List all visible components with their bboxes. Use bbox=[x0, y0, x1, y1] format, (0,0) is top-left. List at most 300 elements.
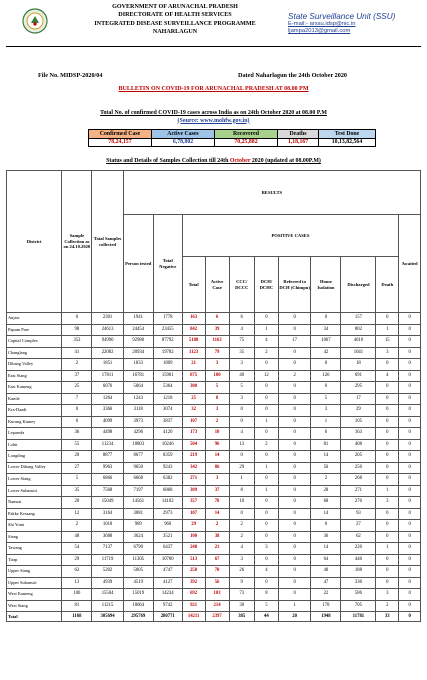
cell-negative: 4120 bbox=[153, 428, 182, 440]
cell-sample: 81 bbox=[62, 600, 92, 612]
cell-tested: 295769 bbox=[123, 612, 153, 622]
cell-sample: 12 bbox=[62, 508, 92, 520]
cell-negative: 6382 bbox=[153, 474, 182, 486]
cell-active: 37 bbox=[205, 485, 229, 497]
table-row bbox=[7, 313, 421, 325]
table-row bbox=[7, 347, 421, 359]
table-row bbox=[7, 382, 421, 394]
cell-active: 56 bbox=[205, 577, 229, 589]
cell-discharged: 446 bbox=[341, 554, 376, 566]
cell-ccc: 13 bbox=[229, 439, 254, 451]
cell-sample: 41 bbox=[62, 347, 92, 359]
cell-tested: 14561 bbox=[123, 497, 153, 509]
cell-awaited: 0 bbox=[399, 577, 421, 589]
cell-district: Upper Subansiri bbox=[7, 577, 62, 589]
cell-discharged: 62 bbox=[341, 531, 376, 543]
cell-total-samples: 3688 bbox=[92, 531, 123, 543]
cell-sample: 0 bbox=[62, 405, 92, 417]
header-total-negative: Total Negative bbox=[153, 215, 182, 313]
cell-death: 0 bbox=[376, 462, 399, 474]
cell-total-samples: 17811 bbox=[92, 370, 123, 382]
cell-ref: 0 bbox=[278, 324, 310, 336]
cell-dch: 0 bbox=[254, 508, 278, 520]
cell-ref: 0 bbox=[278, 508, 310, 520]
cell-death: 15 bbox=[376, 336, 399, 348]
cell-dch: 2 bbox=[254, 439, 278, 451]
cell-dch: 3 bbox=[254, 543, 278, 555]
cell-death: 0 bbox=[376, 439, 399, 451]
cell-home: 0 bbox=[311, 313, 341, 325]
cell-total-samples: 4939 bbox=[92, 577, 123, 589]
table-row bbox=[7, 451, 421, 463]
cell-active: 3 bbox=[205, 359, 229, 371]
status-heading bbox=[0, 158, 427, 164]
cell-home: 68 bbox=[311, 497, 341, 509]
cell-negative: 87792 bbox=[153, 336, 182, 348]
cell-negative: 9742 bbox=[153, 600, 182, 612]
cell-district: Namsai bbox=[7, 497, 62, 509]
cell-sample: 54 bbox=[62, 543, 92, 555]
header-awaited: Awaited bbox=[399, 215, 421, 313]
emblem-icon bbox=[22, 8, 48, 34]
summary-value: 78,24,157 bbox=[89, 138, 152, 147]
summary-label: Active Cases bbox=[152, 130, 215, 139]
cell-tested: 10803 bbox=[123, 439, 153, 451]
table-row bbox=[7, 405, 421, 417]
cell-death: 0 bbox=[376, 577, 399, 589]
cell-ref: 0 bbox=[278, 439, 310, 451]
cell-total-samples: 3164 bbox=[92, 508, 123, 520]
cell-ccc: 2 bbox=[229, 531, 254, 543]
cell-tested: 1833 bbox=[123, 359, 153, 371]
cell-sample: 36 bbox=[62, 428, 92, 440]
cell-district: Tirap bbox=[7, 554, 62, 566]
cell-death: 0 bbox=[376, 474, 399, 486]
cell-sample: 2 bbox=[62, 359, 92, 371]
cell-total: 513 bbox=[182, 554, 205, 566]
cell-death: 3 bbox=[376, 589, 399, 601]
cell-total-samples: 7137 bbox=[92, 543, 123, 555]
cell-awaited: 0 bbox=[399, 531, 421, 543]
cell-dch: 4 bbox=[254, 336, 278, 348]
cell-discharged: 163 bbox=[341, 428, 376, 440]
cell-ccc: 30 bbox=[229, 600, 254, 612]
cell-death: 33 bbox=[376, 612, 399, 622]
cell-district: Siang bbox=[7, 531, 62, 543]
cell-ref: 0 bbox=[278, 474, 310, 486]
cell-negative: 6868 bbox=[153, 485, 182, 497]
cell-ref: 0 bbox=[278, 405, 310, 417]
cell-death: 0 bbox=[376, 428, 399, 440]
cell-ccc: 4 bbox=[229, 428, 254, 440]
cell-home: 0 bbox=[311, 382, 341, 394]
cell-negative: 3074 bbox=[153, 405, 182, 417]
cell-death: 0 bbox=[376, 451, 399, 463]
dated: Dated Naharlagun the 24th October 2020 bbox=[238, 72, 348, 79]
cell-home: 14 bbox=[311, 543, 341, 555]
cell-sample: 7 bbox=[62, 393, 92, 405]
table-row bbox=[7, 508, 421, 520]
cell-dch: 0 bbox=[254, 474, 278, 486]
cell-sample: 98 bbox=[62, 324, 92, 336]
cell-ccc: 75 bbox=[229, 336, 254, 348]
cell-total: 14211 bbox=[182, 612, 205, 622]
cell-discharged: 256 bbox=[341, 462, 376, 474]
cell-ref: 0 bbox=[278, 531, 310, 543]
table-row bbox=[7, 324, 421, 336]
table-row bbox=[7, 577, 421, 589]
cell-ref: 0 bbox=[278, 393, 310, 405]
email-line-1[interactable]: E-mail:- arssu.idsp@nic.in bbox=[288, 21, 356, 27]
cell-death: 0 bbox=[376, 416, 399, 428]
cell-total: 258 bbox=[182, 566, 205, 578]
table-row bbox=[7, 359, 421, 371]
table-row bbox=[7, 531, 421, 543]
cell-dch: 44 bbox=[254, 612, 278, 622]
cell-active: 67 bbox=[205, 554, 229, 566]
cell-discharged: 336 bbox=[341, 577, 376, 589]
cell-death: 2 bbox=[376, 600, 399, 612]
cell-ccc: 5 bbox=[229, 382, 254, 394]
cell-home: 81 bbox=[311, 439, 341, 451]
cell-total-samples: 1264 bbox=[92, 393, 123, 405]
cell-negative: 1809 bbox=[153, 359, 182, 371]
header-ccc: CCC/ DCCC bbox=[229, 257, 254, 313]
cell-tested: 4519 bbox=[123, 577, 153, 589]
cell-total: 107 bbox=[182, 508, 205, 520]
cell-total: 921 bbox=[182, 600, 205, 612]
table-row bbox=[7, 543, 421, 555]
cell-home: 126 bbox=[311, 370, 341, 382]
cell-death: 0 bbox=[376, 405, 399, 417]
cell-discharged: 27 bbox=[341, 520, 376, 532]
cell-dch: 0 bbox=[254, 497, 278, 509]
cell-awaited: 0 bbox=[399, 370, 421, 382]
cell-tested: 8677 bbox=[123, 451, 153, 463]
cell-sample: 20 bbox=[62, 497, 92, 509]
cell-discharged: 17 bbox=[341, 393, 376, 405]
cell-awaited: 0 bbox=[399, 474, 421, 486]
cell-dch: 0 bbox=[254, 405, 278, 417]
cell-active: 14 bbox=[205, 451, 229, 463]
header-discharged: Discharged bbox=[341, 257, 376, 313]
cell-home: 3 bbox=[311, 405, 341, 417]
cell-discharged: 1041 bbox=[341, 347, 376, 359]
cell-home: 40 bbox=[311, 566, 341, 578]
cell-tested: 1941 bbox=[123, 313, 153, 325]
cell-total: 504 bbox=[182, 439, 205, 451]
cell-awaited: 0 bbox=[399, 382, 421, 394]
cell-discharged: 29 bbox=[341, 405, 376, 417]
cell-total: 875 bbox=[182, 370, 205, 382]
table-row bbox=[7, 439, 421, 451]
cell-discharged: 4010 bbox=[341, 336, 376, 348]
cell-dch: 12 bbox=[254, 370, 278, 382]
cell-district: Lower Siang bbox=[7, 474, 62, 486]
cell-sample: 48 bbox=[62, 531, 92, 543]
cell-dch: 1 bbox=[254, 462, 278, 474]
cell-district: Dibang Valley bbox=[7, 359, 62, 371]
cell-negative: 23455 bbox=[153, 324, 182, 336]
cell-active: 96 bbox=[205, 439, 229, 451]
cell-ref: 17 bbox=[278, 336, 310, 348]
cell-ref: 0 bbox=[278, 577, 310, 589]
cell-total-samples: 9963 bbox=[92, 462, 123, 474]
cell-home: 0 bbox=[311, 520, 341, 532]
cell-death: 4 bbox=[376, 370, 399, 382]
cell-awaited: 0 bbox=[399, 451, 421, 463]
india-source[interactable]: (Source: www.mohfw.gov.in) bbox=[177, 117, 250, 124]
cell-total: 107 bbox=[182, 416, 205, 428]
cell-district: Kurung Kumey bbox=[7, 416, 62, 428]
header-org bbox=[70, 3, 280, 37]
table-row bbox=[7, 393, 421, 405]
cell-sample: 13 bbox=[62, 577, 92, 589]
cell-sample: 2 bbox=[62, 520, 92, 532]
header-referred: Referred to DCH (Chimpu) bbox=[278, 257, 310, 313]
cell-active: 14 bbox=[205, 508, 229, 520]
cell-home: 47 bbox=[311, 577, 341, 589]
cell-discharged: 226 bbox=[341, 543, 376, 555]
cell-discharged: 691 bbox=[341, 370, 376, 382]
cell-total-samples: 2301 bbox=[92, 313, 123, 325]
cell-active: 39 bbox=[205, 324, 229, 336]
cell-negative: 280771 bbox=[153, 612, 182, 622]
bulletin-title: BULLETIN ON COVID-19 FOR ARUNACHAL PRADESH AT 08.00 PM bbox=[118, 86, 309, 92]
cell-awaited: 0 bbox=[399, 359, 421, 371]
cell-awaited: 0 bbox=[399, 497, 421, 509]
cell-ccc: 6 bbox=[229, 313, 254, 325]
cell-ref: 20 bbox=[278, 612, 310, 622]
cell-ref: 0 bbox=[278, 359, 310, 371]
cell-discharged: 157 bbox=[341, 313, 376, 325]
cell-ccc: 35 bbox=[229, 347, 254, 359]
header-home: Home Isolation bbox=[311, 257, 341, 313]
cell-ccc: 3 bbox=[229, 554, 254, 566]
cell-negative: 3837 bbox=[153, 416, 182, 428]
status-prefix: Status and Details of Samples Collection till 24th bbox=[106, 158, 229, 164]
cell-total-samples: 24613 bbox=[92, 324, 123, 336]
cell-total: 100 bbox=[182, 531, 205, 543]
table-row bbox=[7, 566, 421, 578]
cell-total: 219 bbox=[182, 451, 205, 463]
header-unit bbox=[288, 12, 423, 35]
cell-district: Tawang bbox=[7, 543, 62, 555]
cell-ref: 2 bbox=[278, 370, 310, 382]
cell-ref: 1 bbox=[278, 600, 310, 612]
cell-dch: 8 bbox=[254, 589, 278, 601]
cell-negative: 10246 bbox=[153, 439, 182, 451]
cell-awaited: 0 bbox=[399, 554, 421, 566]
header-district: District bbox=[7, 171, 62, 313]
cell-tested: 3081 bbox=[123, 508, 153, 520]
cell-ref: 0 bbox=[278, 520, 310, 532]
cell-total-samples: 22082 bbox=[92, 347, 123, 359]
cell-ccc: 0 bbox=[229, 508, 254, 520]
cell-tested: 6790 bbox=[123, 543, 153, 555]
cell-death: 0 bbox=[376, 531, 399, 543]
cell-total-samples: 6866 bbox=[92, 474, 123, 486]
cell-total-samples: 5202 bbox=[92, 566, 123, 578]
table-row bbox=[7, 416, 421, 428]
cell-awaited: 0 bbox=[399, 336, 421, 348]
cell-district: Anjaw bbox=[7, 313, 62, 325]
cell-ref: 0 bbox=[278, 451, 310, 463]
cell-awaited: 0 bbox=[399, 508, 421, 520]
cell-sample: 35 bbox=[62, 485, 92, 497]
cell-tested: 16781 bbox=[123, 370, 153, 382]
cell-total: 248 bbox=[182, 543, 205, 555]
header-active: Active Case bbox=[205, 257, 229, 313]
cell-district: Lepareda bbox=[7, 428, 62, 440]
cell-active: 6 bbox=[205, 313, 229, 325]
cell-ref: 0 bbox=[278, 416, 310, 428]
cell-death: 0 bbox=[376, 313, 399, 325]
cell-awaited: 0 bbox=[399, 485, 421, 497]
cell-sample: 6 bbox=[62, 416, 92, 428]
cell-negative: 960 bbox=[153, 520, 182, 532]
cell-discharged: 586 bbox=[341, 589, 376, 601]
cell-ref: 0 bbox=[278, 382, 310, 394]
cell-death: 0 bbox=[376, 520, 399, 532]
cell-discharged: 268 bbox=[341, 474, 376, 486]
cell-negative: 5364 bbox=[153, 382, 182, 394]
cell-total-samples: 15504 bbox=[92, 589, 123, 601]
cell-total-samples: 8877 bbox=[92, 451, 123, 463]
cell-tested: 1243 bbox=[123, 393, 153, 405]
cell-active: 86 bbox=[205, 462, 229, 474]
cell-negative: 9243 bbox=[153, 462, 182, 474]
cell-total: 29 bbox=[182, 520, 205, 532]
cell-negative: 6437 bbox=[153, 543, 182, 555]
cell-home: 0 bbox=[311, 359, 341, 371]
cell-discharged: 188 bbox=[341, 566, 376, 578]
cell-home: 42 bbox=[311, 347, 341, 359]
cell-ccc: 0 bbox=[229, 416, 254, 428]
header-divider bbox=[6, 46, 421, 47]
cell-total: 25 bbox=[182, 393, 205, 405]
cell-dch: 5 bbox=[254, 600, 278, 612]
cell-negative: 3521 bbox=[153, 531, 182, 543]
cell-awaited: 0 bbox=[399, 462, 421, 474]
table-row bbox=[7, 600, 421, 612]
cell-dch: 0 bbox=[254, 359, 278, 371]
cell-active: 3 bbox=[205, 405, 229, 417]
cell-active: 103 bbox=[205, 589, 229, 601]
org-line-4: NAHARLAGUN bbox=[152, 29, 198, 36]
cell-district: Kra-Daadi bbox=[7, 405, 62, 417]
header-sample: Sample Collection as on 24.10.2020 bbox=[62, 171, 92, 313]
table-row bbox=[7, 474, 421, 486]
cell-tested: 10664 bbox=[123, 600, 153, 612]
cell-district: Kamle bbox=[7, 393, 62, 405]
cell-tested: 3973 bbox=[123, 416, 153, 428]
summary-value: 10,13,82,564 bbox=[319, 138, 376, 147]
cell-active: 1163 bbox=[205, 336, 229, 348]
org-line-2: DIRECTORATE OF HEALTH SERVICES bbox=[118, 12, 232, 19]
cell-ccc: 73 bbox=[229, 589, 254, 601]
cell-sample: 1168 bbox=[62, 612, 92, 622]
summary-value: 70,25,882 bbox=[215, 138, 278, 147]
cell-active: 214 bbox=[205, 600, 229, 612]
cell-discharged: 93 bbox=[341, 508, 376, 520]
cell-home: 2 bbox=[311, 474, 341, 486]
cell-active: 21 bbox=[205, 543, 229, 555]
cell-ref: 0 bbox=[278, 485, 310, 497]
cell-tested: 5005 bbox=[123, 566, 153, 578]
table-row bbox=[7, 485, 421, 497]
cell-active: 79 bbox=[205, 347, 229, 359]
cell-negative: 14234 bbox=[153, 589, 182, 601]
cell-negative: 4127 bbox=[153, 577, 182, 589]
cell-total-samples: 15049 bbox=[92, 497, 123, 509]
cell-ccc: 10 bbox=[229, 497, 254, 509]
cell-dch: 0 bbox=[254, 428, 278, 440]
cell-active: 70 bbox=[205, 566, 229, 578]
cell-ccc: 26 bbox=[229, 566, 254, 578]
cell-tested: 4296 bbox=[123, 428, 153, 440]
cell-total: 357 bbox=[182, 497, 205, 509]
cell-total-samples: 7568 bbox=[92, 485, 123, 497]
table-row bbox=[7, 462, 421, 474]
cell-district: East Kameng bbox=[7, 382, 62, 394]
cell-death: 1 bbox=[376, 543, 399, 555]
cell-home: 36 bbox=[311, 531, 341, 543]
cell-ccc: 40 bbox=[229, 370, 254, 382]
cell-negative: 14102 bbox=[153, 497, 182, 509]
cell-dch: 0 bbox=[254, 554, 278, 566]
status-suffix: 2020 (updated at 08.00P.M) bbox=[251, 158, 321, 164]
cell-home: 56 bbox=[311, 462, 341, 474]
table-row bbox=[7, 554, 421, 566]
cell-awaited: 0 bbox=[399, 405, 421, 417]
cell-negative: 15901 bbox=[153, 370, 182, 382]
cell-home: 1948 bbox=[311, 612, 341, 622]
cell-home: 34 bbox=[311, 324, 341, 336]
org-line-1: GOVERNMENT OF ARUNACHAL PRADESH bbox=[112, 4, 238, 10]
cell-dch: 0 bbox=[254, 451, 278, 463]
cell-active: 10 bbox=[205, 428, 229, 440]
header-results: RESULTS bbox=[123, 171, 420, 215]
cell-awaited: 0 bbox=[399, 543, 421, 555]
cell-ccc: 1 bbox=[229, 474, 254, 486]
cell-dch: 0 bbox=[254, 531, 278, 543]
cell-discharged: 705 bbox=[341, 600, 376, 612]
cell-district: Upper Siang bbox=[7, 566, 62, 578]
cell-total: 32 bbox=[182, 405, 205, 417]
cell-active: 38 bbox=[205, 531, 229, 543]
cell-negative: 1778 bbox=[153, 313, 182, 325]
header-dch: DCH/ DCHC bbox=[254, 257, 278, 313]
cell-death: 1 bbox=[376, 324, 399, 336]
cell-ccc: 0 bbox=[229, 405, 254, 417]
cell-tested: 11305 bbox=[123, 554, 153, 566]
cell-ccc: 8 bbox=[229, 485, 254, 497]
cell-ccc: 3 bbox=[229, 393, 254, 405]
email-line-2[interactable]: ljampa2013@gmail.com bbox=[288, 28, 351, 35]
header-total: Total bbox=[182, 257, 205, 313]
cell-death: 1 bbox=[376, 485, 399, 497]
cell-ref: 0 bbox=[278, 566, 310, 578]
cell-death: 3 bbox=[376, 497, 399, 509]
india-total-heading bbox=[0, 110, 427, 125]
cell-active: 2397 bbox=[205, 612, 229, 622]
cell-tested: 9650 bbox=[123, 462, 153, 474]
cell-tested: 7197 bbox=[123, 485, 153, 497]
cell-negative: 4747 bbox=[153, 566, 182, 578]
cell-active: 180 bbox=[205, 370, 229, 382]
cell-awaited: 0 bbox=[399, 416, 421, 428]
